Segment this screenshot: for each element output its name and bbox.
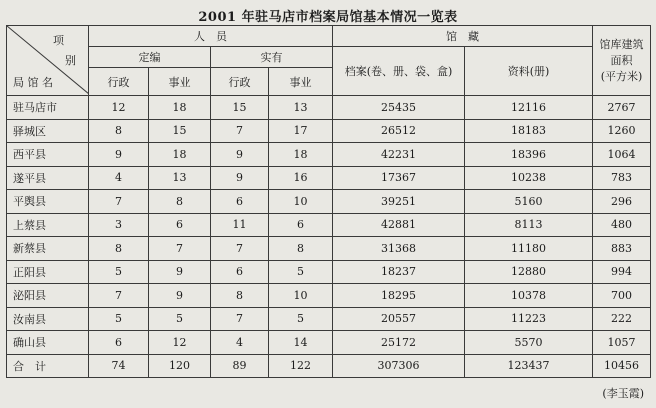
planned-enterprise-cell: 120	[149, 354, 211, 378]
archives-cell: 31368	[333, 237, 465, 261]
row-name: 遂平县	[7, 166, 89, 190]
archives-cell: 17367	[333, 166, 465, 190]
actual-admin-cell: 15	[211, 96, 269, 120]
area-label-line3: (平方米)	[600, 69, 643, 83]
actual-admin-cell: 7	[211, 307, 269, 331]
archive-summary-table	[6, 25, 651, 378]
planned-admin-cell: 7	[89, 190, 149, 214]
materials-cell: 123437	[465, 354, 593, 378]
corner-label-class: 别	[65, 54, 76, 67]
planned-enterprise-cell: 18	[149, 96, 211, 120]
table-row	[7, 96, 651, 120]
row-name: 驿城区	[7, 119, 89, 143]
row-name: 泌阳县	[7, 284, 89, 308]
planned-admin-cell: 5	[89, 260, 149, 284]
actual-enterprise-cell: 13	[269, 96, 333, 120]
header-actual-enterprise: 事业	[269, 68, 333, 96]
table-row	[7, 166, 651, 190]
actual-admin-cell: 4	[211, 331, 269, 355]
materials-cell: 10378	[465, 284, 593, 308]
header-materials: 资料(册)	[465, 47, 593, 96]
materials-cell: 12880	[465, 260, 593, 284]
header-archives: 档案(卷、册、袋、盒)	[333, 47, 465, 96]
actual-enterprise-cell: 5	[269, 307, 333, 331]
area-label-line2: 面积	[610, 53, 633, 67]
archives-cell: 25435	[333, 96, 465, 120]
actual-admin-cell: 6	[211, 260, 269, 284]
row-name: 正阳县	[7, 260, 89, 284]
planned-enterprise-cell: 18	[149, 143, 211, 167]
table-row	[7, 284, 651, 308]
materials-cell: 12116	[465, 96, 593, 120]
table-row	[7, 307, 651, 331]
actual-admin-cell: 9	[211, 143, 269, 167]
table-row	[7, 119, 651, 143]
header-actual: 实有	[211, 47, 333, 68]
table-row	[7, 190, 651, 214]
planned-admin-cell: 8	[89, 237, 149, 261]
area-cell: 1057	[593, 331, 651, 355]
materials-cell: 5570	[465, 331, 593, 355]
materials-cell: 10238	[465, 166, 593, 190]
actual-admin-cell: 9	[211, 166, 269, 190]
archives-cell: 26512	[333, 119, 465, 143]
row-name: 驻马店市	[7, 96, 89, 120]
planned-enterprise-cell: 6	[149, 213, 211, 237]
archives-cell: 307306	[333, 354, 465, 378]
actual-admin-cell: 11	[211, 213, 269, 237]
actual-enterprise-cell: 17	[269, 119, 333, 143]
header-corner-cell	[7, 26, 89, 96]
header-building-area	[593, 26, 651, 96]
row-name: 新蔡县	[7, 237, 89, 261]
planned-enterprise-cell: 5	[149, 307, 211, 331]
actual-enterprise-cell: 16	[269, 166, 333, 190]
actual-enterprise-cell: 8	[269, 237, 333, 261]
planned-admin-cell: 12	[89, 96, 149, 120]
actual-admin-cell: 7	[211, 237, 269, 261]
actual-admin-cell: 89	[211, 354, 269, 378]
row-name: 合 计	[7, 354, 89, 378]
planned-enterprise-cell: 12	[149, 331, 211, 355]
area-cell: 700	[593, 284, 651, 308]
author-signature: (李玉霞)	[602, 387, 644, 400]
materials-cell: 18183	[465, 119, 593, 143]
planned-enterprise-cell: 13	[149, 166, 211, 190]
area-cell: 1260	[593, 119, 651, 143]
planned-enterprise-cell: 9	[149, 284, 211, 308]
row-name: 西平县	[7, 143, 89, 167]
area-cell: 296	[593, 190, 651, 214]
area-cell: 883	[593, 237, 651, 261]
row-name: 汝南县	[7, 307, 89, 331]
archives-cell: 42231	[333, 143, 465, 167]
header-holdings: 馆 藏	[333, 26, 593, 47]
archives-cell: 20557	[333, 307, 465, 331]
row-name: 上蔡县	[7, 213, 89, 237]
archives-cell: 25172	[333, 331, 465, 355]
planned-enterprise-cell: 9	[149, 260, 211, 284]
actual-enterprise-cell: 122	[269, 354, 333, 378]
header-personnel: 人 员	[89, 26, 333, 47]
archives-cell: 18237	[333, 260, 465, 284]
planned-enterprise-cell: 8	[149, 190, 211, 214]
materials-cell: 8113	[465, 213, 593, 237]
actual-enterprise-cell: 10	[269, 190, 333, 214]
actual-admin-cell: 8	[211, 284, 269, 308]
planned-enterprise-cell: 7	[149, 237, 211, 261]
area-cell: 783	[593, 166, 651, 190]
table-title: 2001 年驻马店市档案局馆基本情况一览表	[198, 10, 458, 25]
corner-label-item: 项	[53, 34, 64, 47]
header-actual-admin: 行政	[211, 68, 269, 96]
planned-enterprise-cell: 15	[149, 119, 211, 143]
area-cell: 222	[593, 307, 651, 331]
header-planned-enterprise: 事业	[149, 68, 211, 96]
actual-enterprise-cell: 6	[269, 213, 333, 237]
actual-admin-cell: 7	[211, 119, 269, 143]
planned-admin-cell: 74	[89, 354, 149, 378]
area-cell: 10456	[593, 354, 651, 378]
planned-admin-cell: 4	[89, 166, 149, 190]
archives-cell: 18295	[333, 284, 465, 308]
actual-admin-cell: 6	[211, 190, 269, 214]
table-row-total	[7, 354, 651, 378]
materials-cell: 11223	[465, 307, 593, 331]
planned-admin-cell: 7	[89, 284, 149, 308]
area-cell: 1064	[593, 143, 651, 167]
planned-admin-cell: 9	[89, 143, 149, 167]
area-cell: 994	[593, 260, 651, 284]
actual-enterprise-cell: 14	[269, 331, 333, 355]
table-row	[7, 143, 651, 167]
archives-cell: 42881	[333, 213, 465, 237]
corner-label-name: 局 馆 名	[13, 76, 53, 89]
materials-cell: 18396	[465, 143, 593, 167]
planned-admin-cell: 3	[89, 213, 149, 237]
table-row	[7, 237, 651, 261]
planned-admin-cell: 8	[89, 119, 149, 143]
table-row	[7, 260, 651, 284]
actual-enterprise-cell: 5	[269, 260, 333, 284]
area-label-line1: 馆库建筑	[599, 37, 644, 51]
archives-cell: 39251	[333, 190, 465, 214]
actual-enterprise-cell: 18	[269, 143, 333, 167]
area-cell: 2767	[593, 96, 651, 120]
header-planned-admin: 行政	[89, 68, 149, 96]
header-planned: 定编	[89, 47, 211, 68]
table-row	[7, 331, 651, 355]
materials-cell: 5160	[465, 190, 593, 214]
materials-cell: 11180	[465, 237, 593, 261]
row-name: 平舆县	[7, 190, 89, 214]
actual-enterprise-cell: 10	[269, 284, 333, 308]
row-name: 确山县	[7, 331, 89, 355]
area-cell: 480	[593, 213, 651, 237]
planned-admin-cell: 6	[89, 331, 149, 355]
table-row	[7, 213, 651, 237]
planned-admin-cell: 5	[89, 307, 149, 331]
